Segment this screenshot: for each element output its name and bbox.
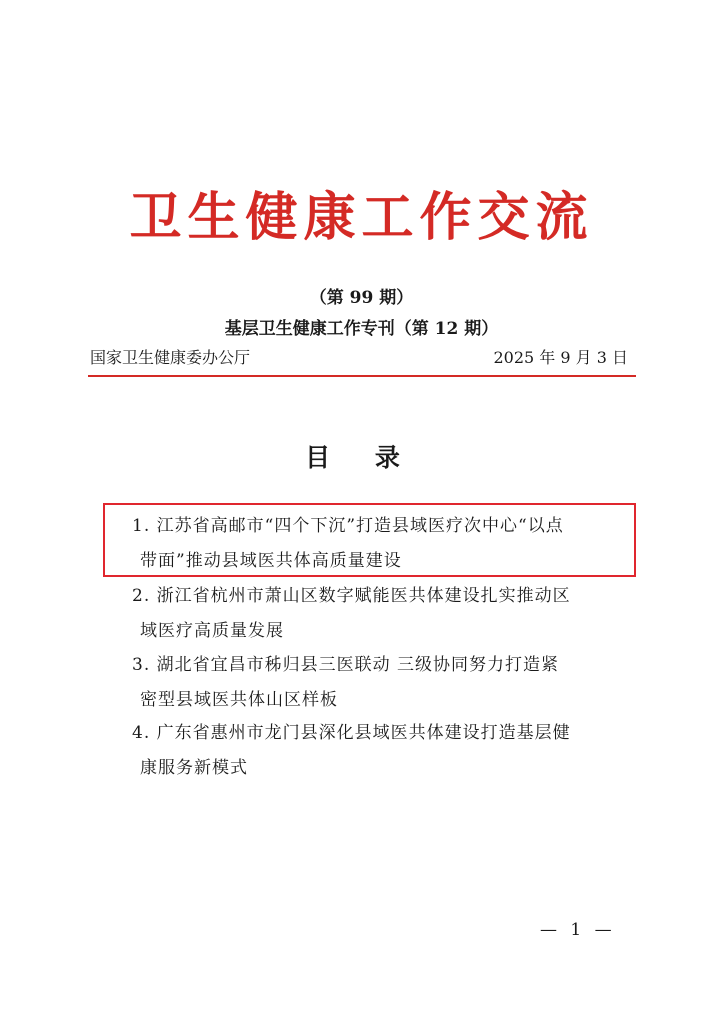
toc-item[interactable] [132, 716, 632, 786]
toc-item-line: 密型县域医共体山区样板 [140, 690, 338, 710]
masthead-title: 卫生健康工作交流 [129, 188, 594, 248]
publication-meta [90, 346, 636, 370]
toc-item[interactable] [132, 509, 632, 579]
page-number: — 1 — [540, 920, 616, 940]
toc-item[interactable] [132, 579, 632, 649]
toc-heading: 目 录 [305, 443, 418, 472]
toc-item[interactable] [132, 648, 632, 718]
publisher: 国家卫生健康委办公厅 [90, 348, 251, 367]
toc-item-line: 3. 湖北省宜昌市秭归县三医联动 三级协同努力打造紧 [132, 655, 560, 675]
issue-number: （第 99 期） [309, 288, 414, 308]
special-issue-title: 基层卫生健康工作专刊（第 12 期） [224, 319, 499, 339]
header-divider [88, 375, 636, 377]
toc-item-line: 4. 广东省惠州市龙门县深化县域医共体建设打造基层健 [132, 723, 571, 743]
publication-date: 2025 年 9 月 3 日 [493, 348, 628, 367]
toc-item-line: 域医疗高质量发展 [140, 621, 284, 641]
toc-item-line: 1. 江苏省高邮市“四个下沉”打造县域医疗次中心“以点 [132, 516, 564, 536]
toc-item-line: 康服务新模式 [140, 758, 248, 778]
toc-item-line: 带面”推动县域医共体高质量建设 [140, 551, 402, 571]
toc-item-line: 2. 浙江省杭州市萧山区数字赋能医共体建设扎实推动区 [132, 586, 571, 606]
